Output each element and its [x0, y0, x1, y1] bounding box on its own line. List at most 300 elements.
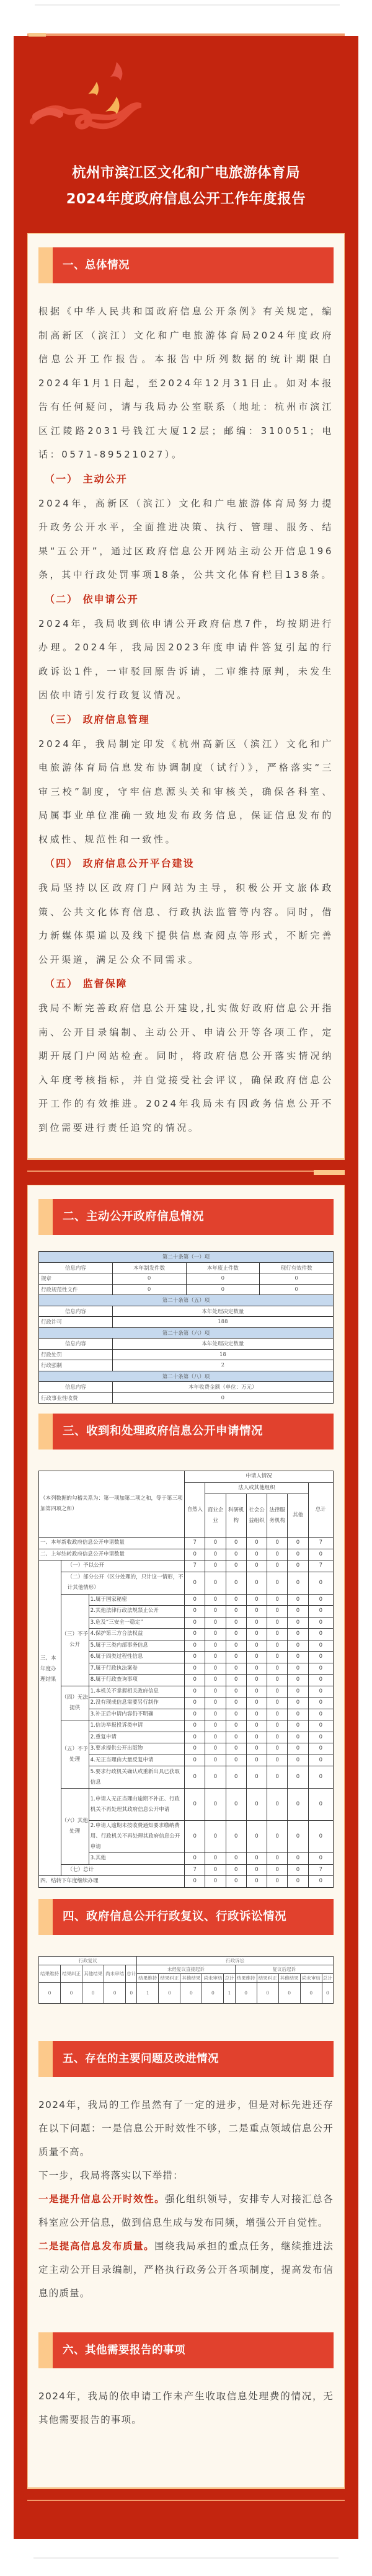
proactive-disclosure-table [38, 1251, 334, 1404]
cell-value: 0 [205, 1652, 226, 1663]
cell-value: 0 [308, 1766, 333, 1789]
cell-value: 0 [185, 1697, 205, 1709]
cell-value: 0 [185, 1663, 205, 1675]
cell-value: 0 [226, 1629, 246, 1640]
cell-value: 0 [267, 1663, 288, 1675]
header-accent-bar [38, 2332, 53, 2368]
table-row [39, 1876, 334, 1888]
table-row [39, 1549, 334, 1560]
cell-value: 0 [205, 1663, 226, 1675]
cell-value: 0 [288, 1572, 308, 1594]
cell-value: 0 [308, 1720, 333, 1732]
cell-value: 0 [308, 1853, 333, 1865]
subsection-title: （三） 政府信息管理 [45, 713, 150, 725]
cell-value: 0 [205, 1594, 226, 1606]
column-header: 尚未审结 [300, 1973, 322, 1982]
header-accent-bar [38, 1199, 53, 1235]
cell-value: 0 [267, 1629, 288, 1640]
row-label: （七）总计 [61, 1864, 185, 1876]
header-accent-bar [38, 1414, 53, 1450]
cell-value: 0 [267, 1572, 288, 1594]
cell-value: 0 [112, 1392, 333, 1404]
row-label: 5.要求行政机关确认或重新出具已获取信息 [89, 1766, 184, 1789]
litigation-header: 行政诉讼 [137, 1956, 334, 1965]
cell-value: 0 [267, 1675, 288, 1686]
cell-value: 0 [185, 1709, 205, 1720]
header-accent-bar [38, 2041, 53, 2077]
cell-value: 0 [185, 1876, 205, 1888]
cell-value: 0 [185, 1732, 205, 1743]
row-label: 行政规范性文件 [39, 1284, 113, 1295]
cell-value: 0 [205, 1789, 226, 1821]
cell-value: 0 [226, 1594, 246, 1606]
column-header: 其他结果 [278, 1973, 300, 1982]
cell-value: 0 [185, 1572, 205, 1594]
cell-value: 0 [112, 1273, 186, 1285]
cell-value: 0 [288, 1663, 308, 1675]
cell-value: 0 [104, 1982, 126, 2003]
cell-value: 0 [205, 1606, 226, 1618]
cell-value: 0 [288, 1640, 308, 1652]
cell-value: 7 [185, 1864, 205, 1876]
cell-value: 0 [226, 1652, 246, 1663]
cell-value: 0 [288, 1606, 308, 1618]
cell-value: 0 [205, 1549, 226, 1560]
cell-value: 0 [246, 1549, 267, 1560]
cell-value: 0 [267, 1821, 288, 1853]
cell-value: 0 [226, 1743, 246, 1755]
table-row [39, 1720, 334, 1732]
cell-value: 0 [112, 1284, 186, 1295]
cell-value: 0 [186, 1273, 260, 1285]
cell-value: 0 [205, 1560, 226, 1572]
cell-value: 0 [205, 1640, 226, 1652]
cell-value: 0 [226, 1560, 246, 1572]
cell-value: 0 [226, 1640, 246, 1652]
subsection-title: （五） 监督保障 [45, 978, 128, 989]
cell-value: 0 [246, 1675, 267, 1686]
cell-value: 0 [267, 1652, 288, 1663]
column-header: 本年废止件数 [186, 1262, 260, 1273]
cell-value: 0 [226, 1709, 246, 1720]
cell-value: 0 [288, 1697, 308, 1709]
cell-value: 0 [226, 1821, 246, 1853]
row-label: 7.属于行政执法案卷 [89, 1663, 184, 1675]
cell-value: 0 [246, 1538, 267, 1549]
row-label: 6.属于四类过程性信息 [89, 1652, 184, 1663]
cell-value: 0 [246, 1789, 267, 1821]
cell-value: 0 [159, 1982, 180, 2003]
cell-value: 0 [288, 1652, 308, 1663]
cell-value: 0 [205, 1821, 226, 1853]
cell-value: 2 [112, 1360, 333, 1371]
measure-2-lead: 二是提高信息发布质量。 [38, 2240, 155, 2252]
cell-value: 0 [205, 1629, 226, 1640]
cell-value: 0 [226, 1853, 246, 1865]
cell-value: 0 [180, 1982, 202, 2003]
cell-value: 0 [308, 1629, 333, 1640]
cell-value: 0 [267, 1697, 288, 1709]
cell-value: 7 [185, 1538, 205, 1549]
column-header: 结果维持 [137, 1973, 159, 1982]
bottom-divider [33, 2557, 339, 2559]
cell-value: 0 [288, 1629, 308, 1640]
cell-value: 0 [267, 1755, 288, 1766]
cell-value: 0 [308, 1652, 333, 1663]
column-header: 结果维持 [39, 1965, 61, 1982]
header-accent-bar [38, 247, 53, 283]
cell-value: 0 [202, 1982, 224, 2003]
column-header: 结果纠正 [159, 1973, 180, 1982]
cell-value: 0 [246, 1652, 267, 1663]
cell-value: 18 [112, 1349, 333, 1360]
cell-value: 0 [185, 1686, 205, 1697]
table-row [39, 1317, 334, 1328]
row-label: 3.其他 [89, 1853, 184, 1865]
column-header: 科研机构 [226, 1494, 246, 1538]
table-row [39, 1273, 334, 1285]
cell-value: 0 [185, 1617, 205, 1629]
column-header: 总计 [308, 1482, 333, 1538]
cell-value: 0 [267, 1732, 288, 1743]
column-header: 其他 [288, 1494, 308, 1538]
table-row [39, 1982, 334, 2003]
column-header: 信息内容 [39, 1262, 113, 1273]
row-label: 2.申请人逾期未按收费通知要求缴纳费用、行政机关不再处理其政府信息公开申请 [89, 1821, 184, 1853]
cell-value: 7 [185, 1560, 205, 1572]
cell-value: 0 [308, 1743, 333, 1755]
cell-value: 0 [246, 1572, 267, 1594]
row-label: 一、本年新收政府信息公开申请数量 [39, 1538, 185, 1549]
table-row [39, 1538, 334, 1549]
row-label: 行政事业性收费 [39, 1392, 113, 1404]
column-header: 其他结果 [180, 1973, 202, 1982]
table-row [39, 1686, 334, 1697]
row-label: 5.属于三类内部事务信息 [89, 1640, 184, 1652]
cell-value: 0 [82, 1982, 104, 2003]
table-row [39, 1594, 334, 1606]
row-label: 3.要求提供公开出版物 [89, 1743, 184, 1755]
cell-value: 0 [246, 1640, 267, 1652]
cell-value: 0 [308, 1821, 333, 1853]
column-header: 总计 [224, 1973, 235, 1982]
cell-value: 0 [226, 1675, 246, 1686]
cell-value: 0 [205, 1732, 226, 1743]
cell-value: 0 [267, 1876, 288, 1888]
table-row [39, 1284, 334, 1295]
cell-value: 0 [267, 1853, 288, 1865]
report-frame [14, 36, 358, 2539]
hero-banner [27, 36, 345, 233]
cell-value: 0 [246, 1720, 267, 1732]
cell-value: 0 [288, 1743, 308, 1755]
cell-value: 0 [226, 1549, 246, 1560]
cell-value: 0 [308, 1675, 333, 1686]
cell-value: 0 [246, 1629, 267, 1640]
measure-1 [38, 2187, 334, 2234]
column-header: 信息内容 [39, 1382, 113, 1393]
measure-1-lead: 一是提升信息公开时效性。 [38, 2193, 166, 2205]
column-header: 商业企业 [205, 1494, 226, 1538]
cell-value: 0 [205, 1864, 226, 1876]
cell-value: 0 [288, 1686, 308, 1697]
column-header: 其他结果 [82, 1965, 104, 1982]
column-header: 信息内容 [39, 1306, 113, 1317]
cell-value: 0 [205, 1675, 226, 1686]
cell-value: 0 [246, 1663, 267, 1675]
cell-value: 0 [185, 1720, 205, 1732]
cell-value: 0 [288, 1789, 308, 1821]
cell-value: 0 [246, 1617, 267, 1629]
cell-value: 0 [288, 1864, 308, 1876]
cell-value: 0 [308, 1617, 333, 1629]
cell-value: 0 [308, 1876, 333, 1888]
result-group-label: 三、本年度办理结果 [39, 1560, 61, 1876]
requests-table-wrap [38, 1471, 334, 1888]
cell-value: 0 [288, 1709, 308, 1720]
cell-value: 0 [226, 1876, 246, 1888]
cell-value: 0 [300, 1982, 322, 2003]
review-litigation-table-wrap [38, 1956, 334, 2004]
next-steps-intro: 下一步，我局将落实以下举措： [38, 2169, 184, 2181]
measure-2-text: 围绕我局承担的重点任务，继续推进法定主动公开目录编制，严格执行政务公开各项制度，提高发布信息的质量。 [38, 2240, 334, 2299]
cell-value: 0 [267, 1549, 288, 1560]
row-label: 2.重复申请 [89, 1732, 184, 1743]
cell-value: 0 [260, 1284, 334, 1295]
cell-value: 0 [267, 1864, 288, 1876]
section-2-title: 二、主动公开政府信息情况 [63, 1210, 205, 1223]
column-header: 本年制发件数 [112, 1262, 186, 1273]
cell-value: 0 [308, 1549, 333, 1560]
cell-value: 0 [288, 1766, 308, 1789]
title-line-2: 2024年度政府信息公开工作年度报告 [66, 191, 306, 207]
group-label: （五）不予处理 [61, 1720, 89, 1789]
column-header: 法律服务机构 [267, 1494, 288, 1538]
other-matters-text: 2024年，我局的依申请工作未产生收取信息处理费的情况，无其他需要报告的事项。 [38, 2390, 334, 2425]
cell-value: 0 [246, 1732, 267, 1743]
cell-value: 0 [226, 1572, 246, 1594]
column-header: 信息内容 [39, 1339, 113, 1350]
cell-value: 0 [205, 1876, 226, 1888]
table-row [39, 1572, 334, 1594]
row-label: 行政强制 [39, 1360, 113, 1371]
section-1-header [38, 247, 334, 283]
cell-value: 0 [267, 1617, 288, 1629]
cell-value: 0 [246, 1766, 267, 1789]
cell-value: 0 [267, 1538, 288, 1549]
cell-value: 0 [226, 1732, 246, 1743]
section-4-header [38, 1899, 334, 1935]
cell-value: 0 [246, 1755, 267, 1766]
measure-2 [38, 2234, 334, 2305]
cell-value: 0 [267, 1743, 288, 1755]
cell-value: 0 [288, 1594, 308, 1606]
cell-value: 0 [308, 1572, 333, 1594]
section-6-header [38, 2332, 334, 2368]
proactive-disclosure-table-wrap [38, 1251, 334, 1404]
cell-value: 0 [246, 1876, 267, 1888]
problems-paragraph: 2024年，我局的工作虽然有了一定的进步，但是对标先进还存在以下问题：一是信息公开时效性不够，二是重点领域信息公开质量不高。 [38, 2099, 334, 2158]
table-row [39, 1392, 334, 1404]
cell-value: 0 [61, 1982, 82, 2003]
column-header: 尚未审结 [104, 1965, 126, 1982]
cell-value: 0 [205, 1617, 226, 1629]
cell-value: 0 [246, 1594, 267, 1606]
section-4-title: 四、政府信息公开行政复议、行政诉讼情况 [63, 1910, 287, 1923]
cell-value: 0 [267, 1720, 288, 1732]
column-header: 本年收费金额（单位：万元） [112, 1382, 333, 1393]
cell-value: 0 [288, 1853, 308, 1865]
row-label: 1.申请人无正当理由逾期不补正、行政机关不再处理其政府信息公开申请 [89, 1789, 184, 1821]
row-label: 四、结转下年度继续办理 [39, 1876, 185, 1888]
column-header: 自然人 [185, 1482, 205, 1538]
cell-value: 0 [267, 1640, 288, 1652]
cell-value: 0 [246, 1709, 267, 1720]
row-label: 1.本机关不掌握相关政府信息 [89, 1686, 184, 1697]
cell-value: 0 [257, 1982, 278, 2003]
table-band: 第二十条第（五）项 [39, 1295, 334, 1306]
corner-note: （本列数据的勾稽关系为：第一项加第二项之和，等于第三项加第四项之和） [39, 1471, 185, 1538]
cell-value: 0 [288, 1538, 308, 1549]
cell-value: 0 [185, 1755, 205, 1766]
cell-value: 0 [246, 1686, 267, 1697]
cell-value: 0 [205, 1853, 226, 1865]
section-separator [27, 2489, 345, 2514]
section-1-intro: 根据《中华人民共和国政府信息公开条例》有关规定，编制高新区（滨江）文化和广电旅游体育局2024年度政府信息公开工作报告。本报告中所列数据的统计期限自2024年1月1日起，至2024年12月31日止。如对本报告有任何疑问，请与我局办公室联系（地址：杭州市滨江区江陵路2031号钱江大厦12层；邮编：310051；电话：0571-89521027）。 [38, 306, 334, 460]
table-row [39, 1360, 334, 1371]
table-band: 第二十条第（八）项 [39, 1371, 334, 1382]
cell-value: 0 [205, 1686, 226, 1697]
row-label: 1.属于国家秘密 [89, 1594, 184, 1606]
cell-value: 0 [226, 1789, 246, 1821]
row-label: （二）部分公开（区分处理的，只计这一情形，不计其他情形） [61, 1572, 185, 1594]
row-label: 8.属于行政查询事项 [89, 1675, 184, 1686]
cell-value: 0 [205, 1709, 226, 1720]
row-label: 行政处罚 [39, 1349, 113, 1360]
row-label: 3.补正后申请内容仍不明确 [89, 1709, 184, 1720]
row-label: 规章 [39, 1273, 113, 1285]
column-header: 总计 [322, 1973, 333, 1982]
separator-line [27, 2500, 345, 2501]
cell-value: 0 [226, 1617, 246, 1629]
cell-value: 0 [226, 1538, 246, 1549]
column-header: 社会公益组织 [246, 1494, 267, 1538]
cell-value: 0 [308, 1789, 333, 1821]
cell-value: 0 [308, 1755, 333, 1766]
group-label: （六）其他处理 [61, 1789, 89, 1865]
section-1-title: 一、总体情况 [63, 259, 130, 272]
cell-value: 0 [288, 1675, 308, 1686]
table-row [39, 1349, 334, 1360]
cell-value: 7 [308, 1560, 333, 1572]
subsection-text: 2024年，我局收到依申请公开政府信息7件，均按期进行办理。2024年，我局因2023年度申请件答复引起的行政诉讼1件，一审驳回原告诉请，二审维持原判，未发生因依申请引发行政复议情况。 [38, 617, 334, 701]
column-header: 结果维持 [235, 1973, 257, 1982]
cell-value: 0 [226, 1720, 246, 1732]
separator-line [27, 1171, 345, 1172]
cell-value: 0 [246, 1821, 267, 1853]
cell-value: 0 [278, 1982, 300, 2003]
cell-value: 0 [267, 1686, 288, 1697]
subsection-title: （四） 政府信息公开平台建设 [45, 857, 195, 869]
row-label: 2.没有现成信息需要另行制作 [89, 1697, 184, 1709]
cell-value: 0 [246, 1853, 267, 1865]
cell-value: 0 [267, 1560, 288, 1572]
sections-2-6-card [27, 1185, 345, 2489]
row-label: 行政许可 [39, 1317, 113, 1328]
cell-value: 0 [226, 1755, 246, 1766]
cell-value: 0 [288, 1720, 308, 1732]
cell-value: 0 [185, 1853, 205, 1865]
cell-value: 0 [39, 1982, 61, 2003]
table-band: 第二十条第（六）项 [39, 1327, 334, 1339]
cell-value: 0 [308, 1606, 333, 1618]
column-header: 总计 [126, 1965, 137, 1982]
cell-value: 0 [267, 1709, 288, 1720]
column-header: 本年处理决定数量 [112, 1339, 333, 1350]
cell-value: 0 [185, 1640, 205, 1652]
row-label: 4.无正当理由大量反复申请 [89, 1755, 184, 1766]
title-line-1: 杭州市滨江区文化和广电旅游体育局 [71, 165, 300, 181]
row-label: 2.其他法律行政法规禁止公开 [89, 1606, 184, 1618]
cell-value: 0 [226, 1766, 246, 1789]
cell-value: 0 [308, 1686, 333, 1697]
cell-value: 0 [185, 1789, 205, 1821]
header-accent-bar [38, 1899, 53, 1935]
subsection-title: （二） 依申请公开 [45, 593, 139, 605]
review-litigation-table [38, 1956, 334, 2004]
section-6-title: 六、其他需要报告的事项 [63, 2344, 185, 2357]
cell-value: 0 [308, 1732, 333, 1743]
cell-value: 0 [126, 1982, 137, 2003]
requests-table [38, 1471, 334, 1888]
cell-value: 0 [226, 1663, 246, 1675]
cell-value: 7 [308, 1538, 333, 1549]
cell-value: 0 [308, 1663, 333, 1675]
row-label: 3.危及“三安全一稳定” [89, 1617, 184, 1629]
section-5-header [38, 2041, 334, 2077]
cell-value: 0 [308, 1640, 333, 1652]
applicant-header: 申请人情况 [185, 1471, 334, 1483]
cell-value: 0 [308, 1594, 333, 1606]
review-header: 行政复议 [39, 1956, 137, 1965]
section-2-header [38, 1199, 334, 1235]
cell-value: 0 [288, 1549, 308, 1560]
cell-value: 0 [226, 1606, 246, 1618]
cell-value: 0 [185, 1675, 205, 1686]
cell-value: 0 [288, 1732, 308, 1743]
cell-value: 0 [246, 1606, 267, 1618]
cell-value: 0 [226, 1697, 246, 1709]
group-label: （三）不予公开 [61, 1594, 89, 1686]
cell-value: 0 [205, 1755, 226, 1766]
cell-value: 0 [267, 1606, 288, 1618]
cell-value: 0 [260, 1273, 334, 1285]
cell-value: 7 [308, 1864, 333, 1876]
column-header: 尚未审结 [202, 1973, 224, 1982]
subsection-text: 我局坚持以区政府门户网站为主导，积极公开文旅体政策、公共文化体育信息、行政执法监管等内容。同时，借力新媒体渠道以及线下提供信息查阅点等形式，不断完善公开渠道，满足公众不同需求。 [38, 882, 334, 965]
cell-value: 0 [185, 1766, 205, 1789]
cell-value: 0 [205, 1743, 226, 1755]
cell-value: 1 [224, 1982, 235, 2003]
cell-value: 0 [308, 1709, 333, 1720]
cell-value: 0 [226, 1686, 246, 1697]
row-label: （一）予以公开 [61, 1560, 185, 1572]
group-label: （四）无法提供 [61, 1686, 89, 1720]
subsection-text: 我局不断完善政府信息公开建设,扎实做好政府信息公开指南、公开目录编制、主动公开、申请公开等各项工作，定期开展门户网站检查。同时，将政府信息公开落实情况纳入年度考核指标，并自觉接受社会评议，确保政府信息公开工作的有效推进。2024年我局未有因政务信息公开不到位需要进行责任追究的情况。 [38, 1003, 334, 1133]
section-3-header [38, 1414, 334, 1450]
cell-value: 0 [235, 1982, 257, 2003]
column-header: 本年处理决定数量 [112, 1306, 333, 1317]
